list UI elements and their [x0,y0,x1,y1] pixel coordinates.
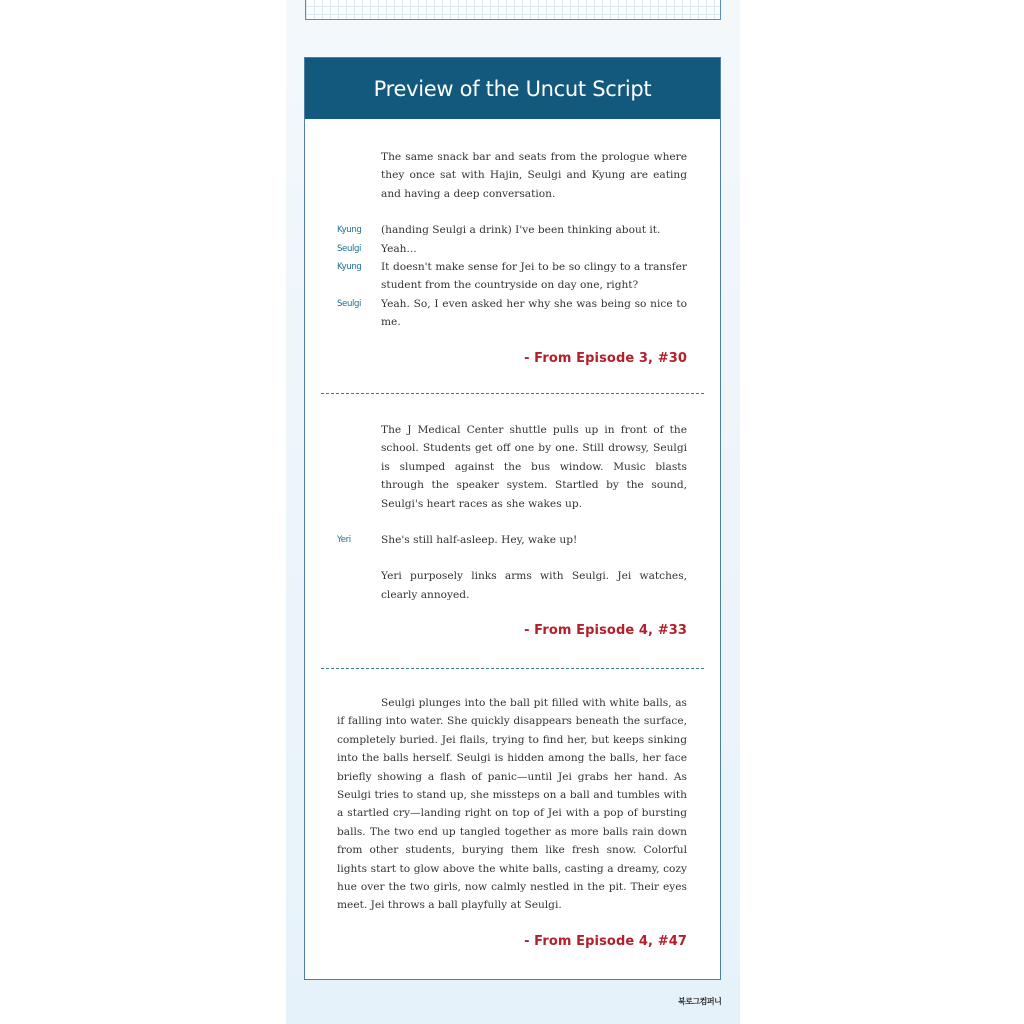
scene-paragraph: Seulgi plunges into the ball pit filled with white balls, as if falling into water. She quickly disappears beneath the surface, completely buried. Jei flails, trying to find her, but keeps sinking into the balls herself. Seulgi is hidden among the balls, her face briefly showing a flash of panic—until Jei grabs her hand. As Seulgi tries to stand up, she missteps on a ball and tumbles with a startled cry—landing right on top of Jei with a pop of bursting balls. The two end up tangled together as more balls rain down from other students, burying them like fresh snow. Colorful lights start to glow above the white balls, casting a dreamy, cozy hue over the two girls, now calmly nestled in the pit. Their eyes meet. Jei throws a ball playfully at Seulgi. [337,697,687,912]
card-header [305,58,720,119]
dialogue-text: Yeah... [381,242,417,255]
script-preview-card [304,57,721,980]
section-divider [321,393,704,394]
dialogue-line [305,221,720,239]
grid-paper-box [305,0,721,20]
speaker-name: Seulgi [337,298,362,309]
page-title: Preview of the Uncut Script [373,76,652,101]
episode-source: - From Episode 4, #33 [524,623,687,639]
speaker-name: Kyung [337,262,362,273]
action-paragraph: The J Medical Center shuttle pulls up in front of the school. Students get off one by one. Still drowsy, Seulgi is slumped against the bus window. Music blasts through the speaker system. Startled by the sound, Seulgi's heart races as she wakes up. [381,424,687,510]
dialogue-text: Yeah. So, I even asked her why she was being so nice to me. [381,297,687,329]
dialogue-line [305,240,720,258]
speaker-name: Seulgi [337,243,362,254]
action-paragraph: The same snack bar and seats from the prologue where they once sat with Hajin, Seulgi and Kyung are eating and having a deep conversation. [381,151,687,200]
episode-source: - From Episode 4, #47 [524,933,687,949]
publisher-logo: 북로그컴퍼니 [678,997,722,1006]
episode-source: - From Episode 3, #30 [524,350,687,366]
dialogue-text: She's still half-asleep. Hey, wake up! [381,534,578,547]
excerpt-2 [305,421,687,638]
dialogue-text: (handing Seulgi a drink) I've been thinking about it. [381,224,661,237]
speaker-name: Kyung [337,225,362,236]
excerpt-1 [305,148,720,366]
speaker-name: Yeri [337,535,351,546]
dialogue-line [305,531,687,549]
excerpt-3 [305,694,687,949]
dialogue-line [305,258,720,295]
dialogue-line [305,295,720,332]
action-paragraph: Yeri purposely links arms with Seulgi. Jei watches, clearly annoyed. [381,570,687,601]
section-divider [321,668,704,669]
dialogue-text: It doesn't make sense for Jei to be so clingy to a transfer student from the countryside on day one, right? [381,261,687,292]
